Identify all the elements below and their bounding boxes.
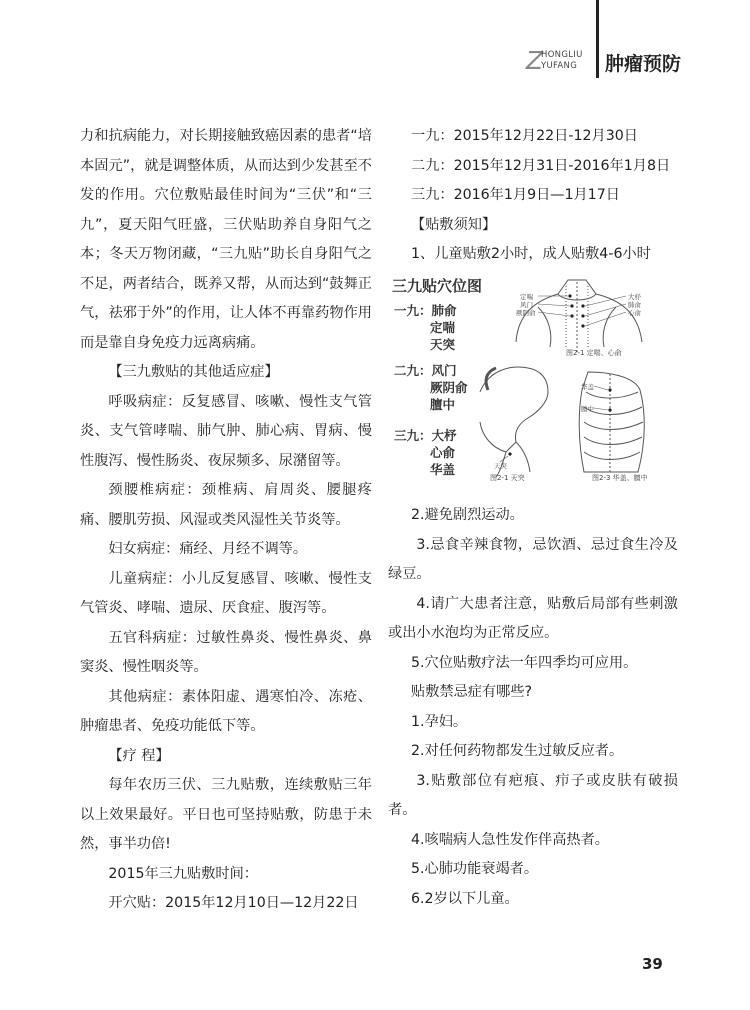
group-item: 心俞: [430, 445, 456, 460]
subheading-course: 【疗 程】: [108, 747, 170, 764]
diagram-label: 大杼: [628, 293, 641, 301]
schedule-line: 三九：2016年1月9日—1月17日: [411, 187, 620, 203]
paragraph: 其他病症：素体阳虚、遇寒怕冷、冻疮、肿瘤患者、免疫功能低下等。: [80, 688, 372, 734]
page-header: [520, 0, 750, 80]
subheading-contraindications: 贴敷禁忌症有哪些?: [411, 684, 533, 700]
page-number: 39: [642, 955, 663, 973]
diagram-label: 膻中: [581, 405, 594, 413]
group-head: 一九：肺俞: [394, 303, 457, 318]
section-title: 肿瘤预防: [605, 53, 682, 75]
group-item: 定喘: [430, 320, 456, 335]
group-head: 二九：风门: [394, 363, 457, 378]
diagram-label: 天突: [494, 462, 507, 470]
contraindication-item: 5.心肺功能衰竭者。: [411, 861, 539, 877]
paragraph: 2015年三九贴敷时间：: [108, 865, 258, 882]
contraindication-item: 4.咳喘病人急性发作伴高热者。: [411, 831, 609, 848]
diagram-label: 厥阴俞: [516, 309, 536, 317]
right-column-top: [388, 122, 678, 270]
left-column: [80, 122, 372, 919]
diagram-label: 风门: [520, 301, 533, 309]
paragraph: 每年农历三伏、三九贴敷，连续敷贴三年以上效果最好。平日也可坚持贴敷，防患于未然，事半功倍!: [80, 777, 372, 852]
diagram-label: 心俞: [628, 309, 641, 317]
notice-item: 5.穴位贴敷疗法一年四季均可应用。: [411, 654, 638, 671]
group-item: 膻中: [430, 397, 456, 412]
contraindication-item: 1.孕妇。: [411, 713, 468, 730]
subheading-indications: 【三九敷贴的其他适应症】: [108, 364, 279, 380]
group-item: 厥阴俞: [430, 380, 468, 395]
logo-line-2: YUFANG: [541, 61, 578, 71]
paragraph: 五官科病症：过敏性鼻炎、慢性鼻炎、鼻窦炎、慢性咽炎等。: [80, 629, 372, 675]
acupoint-figure: [388, 272, 678, 494]
subheading-notice: 【贴敷须知】: [411, 216, 497, 233]
figure-caption: 图2-1 天突: [490, 474, 525, 482]
contraindication-item: 2.对任何药物都发生过敏反应者。: [411, 743, 624, 759]
figure-caption: 图2-3 华盖、膻中: [592, 474, 648, 482]
schedule-line: 二九：2015年12月31日-2016年1月8日: [411, 157, 671, 174]
diagram-label: 华盖: [581, 383, 594, 391]
diagram-label: 肺俞: [628, 301, 641, 309]
paragraph: 开穴贴：2015年12月10日—12月22日: [108, 895, 359, 911]
group-item: 天突: [430, 337, 456, 352]
paragraph: 儿童病症：小儿反复感冒、咳嗽、慢性支气管炎、哮喘、遗尿、厌食症、腹泻等。: [80, 570, 372, 616]
figure-title: 三九贴穴位图: [392, 277, 483, 295]
group-item: 华盖: [430, 462, 456, 477]
contraindication-item: 6.2岁以下儿童。: [411, 890, 519, 907]
paragraph: 力和抗病能力，对长期接触致癌因素的患者“培本固元”，就是调整体质，从而达到少发甚至不发的作用。穴位敷贴最佳时间为“三伏”和“三九”，夏天阳气旺盛，三伏贴助养自身阳气之本；冬天万物闭藏，“三九贴”助长自身阳气之不足，两者结合，既养又帮，从而达到“鼓舞正气，祛邪于外”的作用，让人体不再靠药物作用而是靠自身免疫力远离病痛。: [80, 128, 372, 351]
figure-caption: 图2-1 定喘、心俞: [566, 349, 622, 357]
notice-item: 2.避免剧烈运动。: [411, 507, 524, 523]
logo-line-1: HONGLIU: [541, 50, 583, 60]
group-head: 三九：大杼: [394, 428, 457, 443]
notice-item: 3.忌食辛辣食物，忌饮酒、忌过食生冷及绿豆。: [388, 536, 678, 582]
schedule-line: 一九：2015年12月22日-12月30日: [411, 128, 638, 144]
acupoint-group-3: [394, 427, 457, 478]
notice-item: 4.请广大患者注意，贴敷后局部有些刺激或出小水泡均为正常反应。: [388, 595, 678, 641]
acupoint-group-2: [394, 362, 468, 413]
diagram-label: 定喘: [520, 293, 533, 301]
acupoint-group-1: [394, 302, 457, 353]
right-column-bottom: [388, 501, 678, 914]
paragraph: 呼吸病症：反复感冒、咳嗽、慢性支气管炎、支气管哮喘、肺气肿、肺心病、胃病、慢性腹泻、慢性肠炎、夜尿频多、尿潴留等。: [80, 393, 372, 469]
paragraph: 颈腰椎病症：颈椎病、肩周炎、腰腿疼痛、腰肌劳损、风湿或类风湿性关节炎等。: [80, 482, 372, 528]
logo-letter: Z: [526, 46, 544, 75]
contraindication-item: 3.贴敷部位有疤痕、疖子或皮肤有破损者。: [388, 772, 678, 818]
notice-item: 1、儿童贴敷2小时，成人贴敷4-6小时: [411, 246, 651, 262]
magazine-logo: [526, 44, 598, 78]
paragraph: 妇女病症：痛经、月经不调等。: [108, 541, 308, 557]
